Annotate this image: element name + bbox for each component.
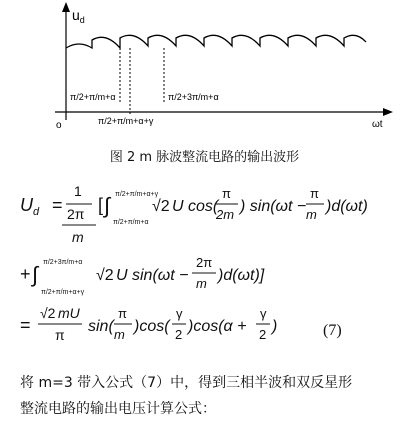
y-axis-label: $u_d$ — [72, 7, 85, 25]
svg-text:U cos(: U cos( — [172, 198, 219, 215]
waveform-figure — [0, 0, 409, 140]
equation-number: (7) — [323, 322, 342, 339]
svg-text:+: + — [20, 264, 31, 284]
svg-text:∫: ∫ — [104, 193, 111, 218]
x-axis-arrow-icon — [383, 108, 393, 116]
svg-text:)cos(: )cos( — [134, 318, 170, 335]
x-axis-label: ωt — [372, 119, 383, 130]
svg-text:)d(ωt): )d(ωt) — [326, 198, 368, 215]
svg-text:√2: √2 — [152, 198, 170, 215]
svg-text:)d(ωt)]: )d(ωt)] — [218, 267, 265, 284]
svg-text:∫: ∫ — [32, 262, 39, 287]
svg-text:m: m — [306, 207, 317, 222]
svg-text:1: 1 — [74, 183, 82, 199]
svg-text:=: = — [20, 315, 31, 335]
svg-text:sin(: sin( — [88, 318, 114, 335]
body-text-line-2: 整流电路的输出电压计算公式： — [20, 401, 216, 417]
svg-text:π: π — [222, 186, 231, 201]
output-waveform — [66, 35, 366, 48]
svg-text:2: 2 — [175, 327, 183, 342]
svg-text:γ: γ — [260, 306, 267, 321]
svg-text:2m: 2m — [216, 207, 235, 222]
svg-text:2π: 2π — [196, 255, 213, 270]
svg-text:π: π — [55, 327, 65, 343]
svg-text:)cos(α +: )cos(α + — [188, 318, 247, 335]
marker-1-label: π/2+π/m+α — [70, 92, 116, 102]
svg-text:π/2+π/m+α: π/2+π/m+α — [113, 219, 149, 226]
figure-caption: 图 2 m 脉波整流电路的输出波形 — [109, 150, 300, 165]
svg-text:π/2+π/m+α+γ: π/2+π/m+α+γ — [41, 289, 85, 296]
body-text-line-1: 将 m=3 带入公式（7）中，得到三相半波和双反星形 — [20, 375, 353, 391]
svg-text:m: m — [114, 327, 125, 342]
svg-text:√2: √2 — [40, 305, 56, 321]
equation-lhs: $U_d$ — [20, 195, 40, 218]
svg-text:) sin(ωt −: ) sin(ωt − — [240, 198, 307, 215]
svg-text:U sin(ωt −: U sin(ωt − — [116, 267, 189, 284]
svg-text:m: m — [72, 229, 84, 245]
svg-text:√2: √2 — [96, 267, 114, 284]
svg-text:=: = — [52, 195, 63, 215]
marker-3-label: π/2+3π/m+α — [168, 92, 219, 102]
marker-2-label: π/2+π/m+α+γ — [98, 116, 154, 126]
svg-text:π/2+3π/m+α: π/2+3π/m+α — [43, 259, 83, 266]
svg-text:2: 2 — [259, 327, 267, 342]
svg-text:2π: 2π — [67, 206, 85, 222]
y-axis-arrow-icon — [62, 2, 70, 12]
svg-text:π/2+π/m+α+γ: π/2+π/m+α+γ — [115, 191, 159, 198]
svg-text:mU: mU — [58, 305, 80, 321]
svg-text:m: m — [196, 276, 207, 291]
svg-text:): ) — [272, 318, 278, 335]
equation-block — [0, 168, 409, 358]
origin-label: o — [56, 120, 62, 131]
svg-text:[: [ — [98, 195, 104, 215]
svg-text:π: π — [118, 306, 127, 321]
svg-text:γ: γ — [176, 306, 183, 321]
svg-text:π: π — [310, 186, 319, 201]
